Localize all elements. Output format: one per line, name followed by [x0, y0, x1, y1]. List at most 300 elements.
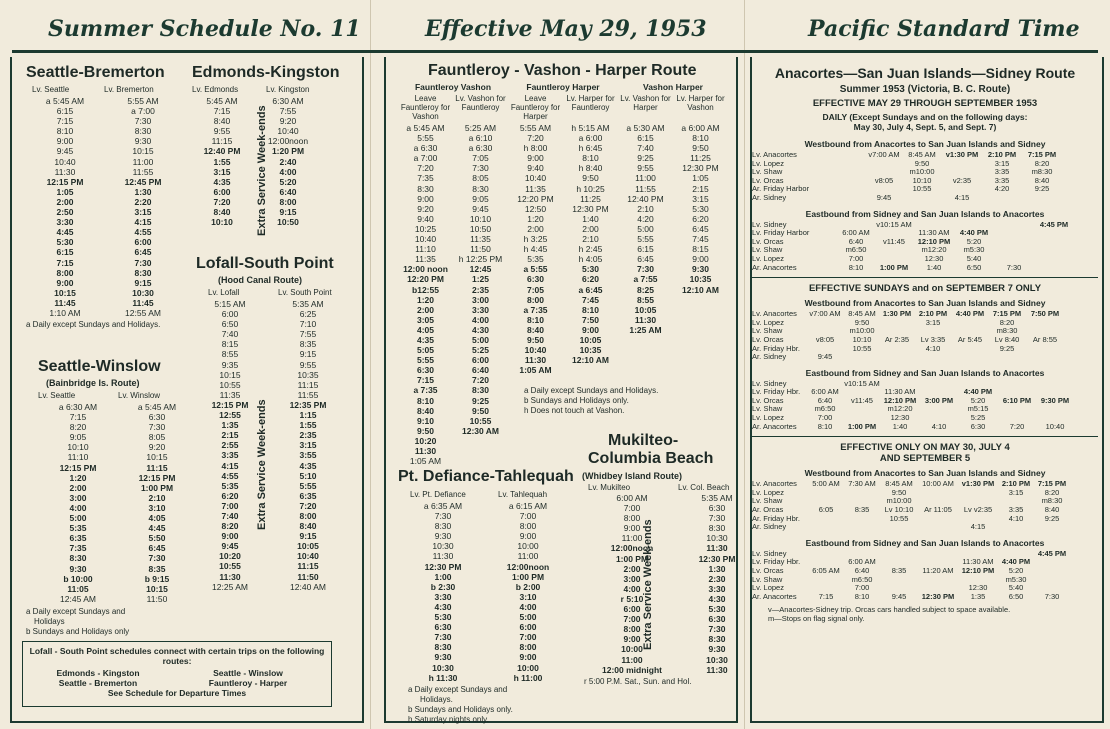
time-cell: 9:00 [527, 153, 544, 164]
time-cell [920, 380, 958, 389]
table-row [26, 227, 182, 237]
time-cell: 11:35 [415, 254, 436, 265]
time-cell: 8:40 [416, 405, 434, 416]
stop-label: Ar. Friday Hbr. [752, 513, 800, 523]
time-cell: 6:00 AM [848, 557, 876, 567]
time-cell: 8:00 [519, 642, 537, 653]
table-row [398, 254, 728, 264]
table-row [398, 234, 728, 244]
time-cell: 8:00 [279, 196, 297, 207]
time-cell: 8:30 [69, 553, 87, 564]
time-cell: 10:55 [219, 379, 241, 390]
time-cell: 7:20 [299, 500, 317, 511]
westbound-table [752, 310, 1098, 362]
time-cell: Lv 3:35 [920, 334, 946, 344]
time-cell: 4:00 [471, 314, 489, 325]
time-cell: m6:50 [845, 245, 867, 255]
time-cell: 4:05 [148, 513, 166, 524]
col-head: Lv. Seattle [38, 391, 76, 400]
footnote: b Sundays and Holidays only [26, 626, 130, 636]
time-cell: 7:55 [299, 329, 317, 340]
eastbound-heading: Eastbound from Sidney and San Juan Islands to Anacortes [805, 367, 1045, 378]
table-row [398, 663, 568, 673]
time-cell: 11:30 [706, 543, 728, 554]
time-cell: v11:45 [883, 236, 905, 246]
time-cell: 4:45 [148, 523, 166, 534]
pt-defiance-title: Pt. Defiance-Tahlequah [398, 468, 574, 485]
time-cell: 12:10 AM [681, 284, 719, 295]
time-cell: 2:15 [221, 430, 239, 441]
time-cell: 10:20 [219, 551, 241, 562]
time-cell: 12:30 [924, 253, 944, 263]
time-cell: Ar 8:55 [1032, 334, 1058, 344]
time-cell [1026, 319, 1064, 328]
lofall-title: Lofall-South Point [196, 255, 334, 272]
time-cell: 7:20 [1009, 421, 1025, 431]
time-cell [918, 515, 958, 524]
time-cell: 8:20 [221, 521, 239, 532]
table-row [196, 400, 352, 410]
col-head: Lv. Bremerton [104, 85, 154, 94]
time-cell: 12:40 PM [627, 193, 664, 204]
table-row [196, 319, 352, 329]
stop-label: Ar. Anacortes [752, 591, 797, 601]
time-cell: 9:25 [471, 395, 489, 406]
time-cell: 12:30 PM [572, 203, 609, 214]
table-row [196, 380, 352, 390]
table-row [588, 665, 758, 675]
westbound-table [752, 151, 1098, 203]
time-cell [808, 576, 844, 585]
time-cell: 8:45 AM [908, 150, 936, 159]
time-cell: m10:00 [886, 496, 912, 506]
time-cell: 9:45 [891, 591, 907, 601]
seattle-bremerton-section [26, 64, 182, 330]
time-cell: 9:40 [527, 163, 544, 174]
connect-route: Fauntleroy - Harper [208, 678, 288, 688]
time-cell: h 4:05 [578, 254, 603, 265]
effective-heading: EFFECTIVE MAY 29 THROUGH SEPTEMBER 1953 [812, 98, 1038, 109]
time-cell: 1:40 [582, 213, 599, 224]
time-cell: 1:20 [416, 294, 434, 305]
time-cell: 4:15 [134, 217, 152, 228]
time-cell: 6:25 [299, 309, 317, 320]
time-cell: 11:30 [414, 446, 437, 456]
time-cell: 10:05 [297, 541, 319, 552]
time-cell: 10:40 [1045, 421, 1065, 431]
table-row [398, 612, 568, 622]
table-row [588, 493, 758, 503]
time-cell: 1:30 PM [882, 309, 912, 319]
table-row [26, 237, 182, 247]
time-cell: 12:10 PM [961, 566, 995, 575]
time-cell: 8:05 [148, 432, 166, 443]
time-cell: 7:50 PM [1030, 309, 1060, 319]
time-cell: 11:30 [524, 355, 547, 366]
time-cell [918, 489, 958, 498]
time-cell: 11:35 [525, 183, 546, 194]
time-cell: 7:20 [213, 196, 231, 207]
stop-label: Lv. Shaw [752, 574, 783, 584]
footnote: b Sundays and Holidays only. [524, 396, 629, 405]
time-cell: 9:05 [472, 193, 489, 204]
time-cell: 12:00 noon [403, 264, 448, 275]
time-cell [988, 353, 1026, 362]
time-cell [1026, 345, 1064, 354]
time-cell: 8:10 [817, 421, 833, 431]
time-cell: 7:00 [848, 253, 864, 263]
table-row [196, 572, 352, 582]
time-cell: 3:30 [471, 304, 489, 315]
time-cell: 9:50 [416, 425, 434, 436]
time-cell: 4:55 [221, 470, 239, 481]
time-cell: 7:30 [472, 163, 489, 174]
time-cell: 9:00 [692, 254, 709, 265]
time-cell: 6:40 [848, 236, 864, 246]
time-cell: m5:30 [1005, 574, 1027, 584]
time-cell: 2:10 PM [1001, 479, 1031, 489]
table-row [398, 501, 568, 511]
time-cell [1034, 238, 1074, 247]
time-cell: 4:05 [416, 324, 434, 335]
time-cell: 12:00 midnight [602, 664, 662, 675]
table-row [398, 531, 568, 541]
footnote: a Daily except Sundays and [408, 684, 508, 694]
time-cell: b 2:00 [515, 581, 541, 592]
time-cell: 8:30 [417, 183, 434, 194]
seattle-bremerton-title: Seattle-Bremerton [26, 64, 165, 81]
group-head: Fauntleroy Harper [526, 82, 600, 92]
table-row [398, 264, 728, 274]
time-cell: 8:00 [56, 267, 74, 278]
table-row [588, 624, 758, 634]
time-cell [880, 523, 918, 532]
time-cell: 9:45 [221, 541, 239, 552]
time-cell: 12:50 [524, 203, 547, 214]
stop-label: Lv. Friday Harbor [752, 228, 810, 238]
time-cell: 8:45 AM [885, 479, 913, 489]
time-cell: 2:10 [148, 492, 166, 503]
time-cell: 4:30 [471, 324, 489, 335]
time-cell: 7:30 AM [848, 479, 876, 489]
time-cell: 12:45 [469, 264, 492, 275]
time-cell: 1:10 AM [49, 307, 81, 318]
time-cell: 10:00 [621, 644, 643, 655]
time-cell: 10:55 [469, 415, 492, 426]
footnote: m—Stops on flag signal only. [768, 614, 865, 624]
time-cell [902, 194, 942, 203]
time-cell: 7:40 [221, 510, 239, 521]
time-cell: 3:00 [471, 294, 489, 305]
col-head: Lv. Harper for Vashon [676, 94, 725, 112]
time-cell: 10:50 [277, 217, 299, 228]
time-cell: 6:35 [69, 533, 87, 544]
time-cell: 10:40 [414, 234, 437, 245]
time-cell: 3:35 [1008, 505, 1024, 515]
time-cell [838, 168, 866, 177]
time-cell: v7:00 AM [868, 150, 900, 159]
anacortes-subtitle: Summer 1953 (Victoria, B. C. Route) [839, 84, 1011, 95]
table-row [26, 116, 182, 126]
time-cell: v8:05 [874, 175, 894, 185]
time-cell: h 10:25 [576, 183, 605, 194]
time-cell: 6:00 AM [616, 493, 648, 503]
time-cell [618, 345, 673, 355]
time-cell: 11:45 [132, 297, 154, 308]
time-cell: v1:30 PM [961, 479, 995, 489]
time-cell [994, 246, 1034, 255]
time-cell: 6:40 [817, 395, 833, 405]
time-cell [808, 523, 844, 532]
time-cell: 3:00 [69, 492, 87, 503]
table-row [26, 268, 182, 278]
time-cell: 5:50 [148, 533, 166, 544]
time-cell: 7:15 [56, 116, 74, 127]
time-cell: 8:10 [848, 262, 864, 272]
time-cell: 12:20 PM [517, 193, 554, 204]
time-cell: 8:35 [148, 563, 166, 574]
time-cell [874, 246, 914, 255]
time-cell [1034, 567, 1070, 576]
table-row [398, 551, 568, 561]
table-row [38, 564, 196, 574]
time-cell: 5:10 [299, 470, 317, 481]
time-cell: 1:30 [134, 186, 152, 197]
time-cell: 7:00 [817, 413, 833, 423]
table-row [196, 491, 352, 501]
time-cell: 1:00 PM [140, 482, 174, 493]
stop-label: Lv. Sidney [752, 219, 787, 229]
time-cell: 1:35 [221, 420, 239, 431]
time-cell: 10:15 [132, 146, 154, 157]
time-cell: 9:50 [692, 143, 709, 154]
table-row [26, 308, 182, 318]
time-cell: 11:25 [690, 153, 711, 164]
time-cell: 2:20 [134, 196, 152, 207]
time-cell: 9:45 [817, 352, 833, 362]
time-cell: a 5:45 AM [406, 123, 445, 133]
time-cell: 9:00 [519, 531, 537, 542]
table-row [196, 461, 352, 471]
table-row [196, 511, 352, 521]
time-cell: 6:30 [970, 421, 986, 431]
time-cell: 8:20 [69, 422, 87, 433]
time-cell: 6:00 [471, 355, 489, 366]
time-cell: 9:50 [471, 405, 489, 416]
time-cell [618, 365, 673, 375]
time-cell: a 6:00 [578, 133, 603, 144]
time-cell: Lv v2:35 [963, 505, 993, 515]
time-cell: 1:20 [69, 472, 87, 483]
time-cell: 10:30 [706, 654, 728, 665]
time-cell: 9:00 [581, 324, 599, 335]
time-cell: 11:45 [54, 297, 76, 308]
stop-label: Lv. Lopez [752, 413, 784, 423]
table-row [588, 513, 758, 523]
daily-note: DAILY (Except Sundays and on the following days: [822, 112, 1028, 122]
table-row [398, 602, 568, 612]
time-cell: 3:15 [925, 317, 941, 327]
time-cell [994, 221, 1034, 230]
time-cell: 8:40 [213, 207, 231, 218]
stop-label: Lv. Orcas [752, 175, 784, 185]
footnote: h Does not touch at Vashon. [524, 406, 625, 415]
time-cell: 11:25 [580, 193, 601, 204]
time-cell: 10:05 [634, 304, 657, 315]
time-cell: m8:30 [996, 326, 1018, 336]
time-cell: 8:35 [299, 339, 317, 350]
time-cell: h 12:25 PM [458, 254, 503, 265]
time-cell: 10:55 [912, 184, 932, 194]
time-cell [508, 416, 563, 426]
time-cell: 9:00 [56, 136, 74, 147]
table-row [38, 523, 196, 533]
time-cell [844, 489, 880, 498]
table-row [398, 541, 568, 551]
time-cell: 7:15 [213, 106, 231, 117]
time-cell: 8:00 [299, 510, 317, 521]
time-cell: 9:30 [69, 563, 87, 574]
table-row [26, 146, 182, 156]
stop-label: Ar. Orcas [752, 505, 784, 515]
time-cell: 11:10 [67, 452, 89, 463]
time-cell: 4:20 [994, 184, 1010, 194]
time-cell: a 7:00 [413, 153, 438, 164]
time-cell: 9:30 [691, 264, 709, 275]
time-cell [673, 325, 728, 335]
fauntleroy-notes [524, 386, 658, 416]
table-row [196, 450, 352, 460]
time-cell: 4:45 PM [1037, 548, 1067, 558]
time-cell: Lv 10:10 [884, 505, 914, 515]
time-cell: 9:50 [526, 334, 544, 345]
time-cell: 5:20 [966, 236, 982, 246]
stop-label: Lv. Shaw [752, 167, 783, 177]
table-row [398, 521, 568, 531]
time-cell: 2:40 [279, 156, 297, 167]
time-cell: 12:10 AM [571, 355, 609, 366]
time-cell: 6:35 [299, 490, 317, 501]
time-cell: 11:00 [621, 533, 643, 544]
time-cell: 3:35 [221, 450, 239, 461]
time-cell: 3:15 [994, 158, 1010, 168]
time-cell: 6:50 [1008, 591, 1024, 601]
time-cell: v10:15 AM [844, 378, 880, 388]
table-row [26, 207, 182, 217]
time-cell: 4:40 PM [1001, 557, 1031, 567]
time-cell: 12:25 AM [212, 581, 248, 592]
time-cell: 8:20 [1044, 487, 1060, 497]
time-cell: m10:00 [849, 326, 875, 336]
time-cell [998, 523, 1034, 532]
time-cell: 8:30 [708, 634, 726, 645]
time-cell [1036, 405, 1074, 414]
fauntleroy-title: Fauntleroy - Vashon - Harper Route [428, 62, 697, 79]
time-cell: 4:00 [519, 601, 537, 612]
time-cell: 3:15 [1008, 487, 1024, 497]
stop-label: Lv. Shaw [752, 326, 783, 336]
seattle-winslow-section [26, 358, 196, 637]
table-row [38, 422, 196, 432]
time-cell [918, 550, 958, 559]
table-row [398, 622, 568, 632]
time-cell [808, 550, 844, 559]
time-cell: 7:15 [69, 412, 87, 423]
footnote: Holidays. [420, 694, 453, 704]
time-cell: Ar 11:05 [924, 505, 952, 515]
table-row [26, 247, 182, 257]
time-cell [1036, 380, 1074, 389]
time-cell: 8:15 [221, 339, 239, 350]
time-cell: 8:40 [299, 521, 317, 532]
time-cell: h 11:00 [513, 672, 543, 683]
time-cell: 4:30 [708, 593, 726, 604]
time-cell: 4:10 [931, 421, 947, 431]
effective-heading: EFFECTIVE ONLY ON MAY 30, JULY 4 [840, 442, 1010, 454]
banner-center: Effective May 29, 1953 [425, 16, 707, 42]
time-cell: 7:15 [416, 375, 434, 386]
time-cell: 6:00 AM [842, 228, 870, 238]
time-cell: 2:50 [56, 207, 74, 218]
time-cell: 5:40 [966, 253, 982, 263]
table-row [398, 274, 728, 284]
time-cell [918, 576, 958, 585]
time-cell: 11:00 [132, 156, 154, 167]
time-cell: 5:55 [299, 480, 317, 491]
time-cell [618, 355, 673, 365]
time-cell: 9:20 [148, 442, 166, 453]
table-row [398, 295, 728, 305]
table-row [38, 442, 196, 452]
col-head: Lv. Seattle [32, 85, 70, 94]
time-cell: 6:15 [56, 247, 74, 258]
time-cell: a 6:45 [578, 284, 603, 295]
table-row [196, 390, 352, 400]
table-row [398, 562, 568, 572]
edmonds-kingston-title: Edmonds-Kingston [192, 64, 340, 81]
time-cell: 11:00 [635, 173, 656, 184]
table-row [26, 187, 182, 197]
time-cell: m12:20 [887, 404, 913, 414]
time-cell: v2:35 [952, 175, 972, 185]
time-cell [1034, 523, 1070, 532]
time-cell: 4:35 [299, 460, 317, 471]
time-cell: 7:30 [708, 624, 726, 635]
time-cell: 12:40 PM [203, 146, 241, 157]
time-cell: 4:35 [213, 176, 231, 187]
time-cell: 6:00 AM [811, 387, 839, 397]
time-cell: 5:00 [519, 612, 537, 623]
table-row [196, 471, 352, 481]
time-cell: 10:25 [414, 223, 437, 234]
time-cell: 10:40 [524, 345, 547, 356]
table-row [196, 521, 352, 531]
time-cell [880, 550, 918, 559]
time-cell: 9:40 [417, 213, 434, 224]
extra-service-label: Extra Service Week-ends [256, 399, 268, 531]
time-cell: 9:30 [434, 652, 452, 663]
time-cell [866, 160, 902, 169]
stop-label: Ar. Friday Harbor [752, 184, 810, 194]
time-cell: 8:55 [636, 294, 654, 305]
time-cell: 7:05 [472, 153, 489, 164]
time-cell: 6:45 [637, 254, 654, 265]
time-cell: 1:40 [926, 262, 942, 272]
time-cell: 10:30 [132, 287, 154, 298]
col-head: Lv. Edmonds [192, 85, 239, 94]
time-cell [453, 446, 508, 456]
table-row [398, 305, 728, 315]
